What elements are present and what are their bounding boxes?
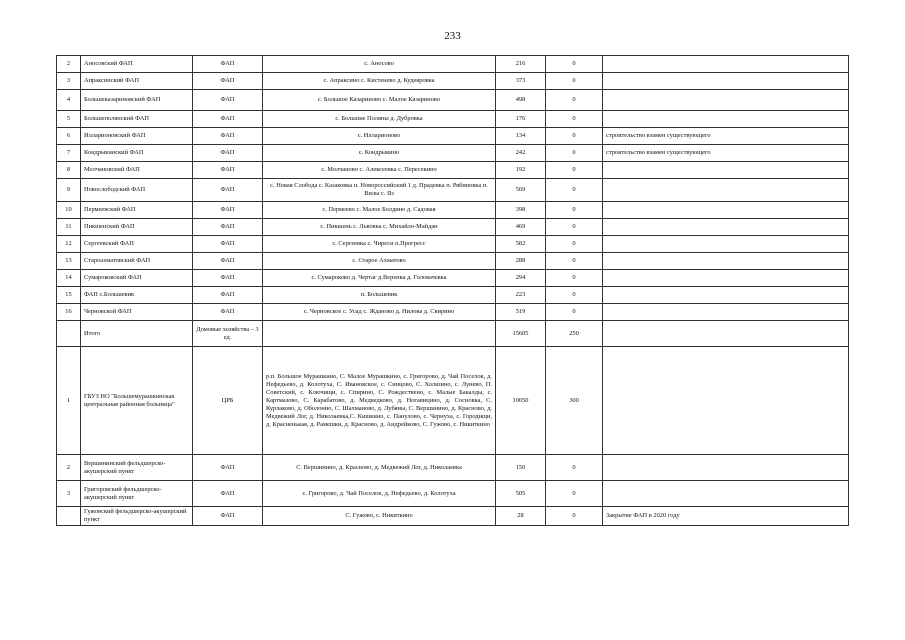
table-row xyxy=(57,179,849,202)
facility-type-cell: ФАП xyxy=(193,56,263,73)
note-cell xyxy=(603,162,849,179)
secondary-count-cell: 0 xyxy=(546,481,603,507)
settlements-served-cell: с. Большое Казариново с. Малое Казариново xyxy=(263,90,496,111)
note-cell xyxy=(603,111,849,128)
population-count-cell: 294 xyxy=(496,270,546,287)
population-count-cell: 192 xyxy=(496,162,546,179)
settlements-served-cell: р.п. Большое Мурашкино, С. Малое Мурашкино, с. Григорово, д. Чай Поселок, д. Нефедьево, д. Колотуха, С. Ивановское, с. Синцово, С. Холязино, с. Лунево, П. Советский, с. Ключищи, с. Спирино, С. Рождествено, с. Малые Бакалды, с. Картмазово, С. Карабатово, д. Медведково, д. Ногавицино, д. Сосновка, С. Курлаково, д. Оболонно, С. Шахманово, д. Лубяны, С. Вершинино, д. Красново, д. Медвежий Лог, д. Николаевка,С. Кишкино, с. Панулово, с. Чернуха, с. Городищи, д. Красненькая, д. Рамешки, д. Красново, д. Андрейково, С. Гужово, с. Никиткино xyxy=(263,347,496,455)
facility-name-cell: Илларионовский ФАП xyxy=(81,128,193,145)
row-number-cell: 5 xyxy=(57,111,81,128)
note-cell xyxy=(603,481,849,507)
row-number-cell xyxy=(57,507,81,526)
population-count-cell: 373 xyxy=(496,73,546,90)
row-number-cell: 3 xyxy=(57,481,81,507)
population-count-cell: 150 xyxy=(496,455,546,481)
settlements-served-cell: с. Апраксино с. Кистенево д. Кудеяровка xyxy=(263,73,496,90)
secondary-count-cell: 0 xyxy=(546,128,603,145)
note-cell: строительство взамен существующего xyxy=(603,128,849,145)
settlements-served-cell: с. Большие Поляны д. Дубровка xyxy=(263,111,496,128)
population-count-cell: 519 xyxy=(496,304,546,321)
population-count-cell: 10050 xyxy=(496,347,546,455)
row-number-cell: 11 xyxy=(57,219,81,236)
settlements-served-cell: с. Кондрыкино xyxy=(263,145,496,162)
facility-type-cell: ЦРБ xyxy=(193,347,263,455)
note-cell: Закрытие ФАП в 2020 году xyxy=(603,507,849,526)
table-row xyxy=(57,287,849,304)
facility-name-cell: Староахматовский ФАП xyxy=(81,253,193,270)
table-row xyxy=(57,145,849,162)
table-row xyxy=(57,128,849,145)
note-cell xyxy=(603,253,849,270)
table-row xyxy=(57,162,849,179)
facility-type-cell: ФАП xyxy=(193,73,263,90)
facility-table xyxy=(56,55,849,526)
settlements-served-cell: п. Большевик xyxy=(263,287,496,304)
total-label: Итого xyxy=(81,321,193,347)
facility-type-cell: ФАП xyxy=(193,270,263,287)
row-number-cell: 15 xyxy=(57,287,81,304)
facility-type-cell: ФАП xyxy=(193,145,263,162)
row-number-cell: 13 xyxy=(57,253,81,270)
note-cell xyxy=(603,287,849,304)
page-number: 233 xyxy=(444,30,461,42)
total-population: 15605 xyxy=(496,321,546,347)
row-number-cell: 2 xyxy=(57,455,81,481)
row-number-cell: 16 xyxy=(57,304,81,321)
facility-type-cell: ФАП xyxy=(193,481,263,507)
settlements-served-cell: с. Старое Ахматово xyxy=(263,253,496,270)
settlements-served-cell: С. Вершинино, д. Красново, д. Медвежий Лог, д. Николаевка xyxy=(263,455,496,481)
note-cell xyxy=(603,236,849,253)
total-secondary-count: 250 xyxy=(546,321,603,347)
settlements-served-cell: с. Сумароково д. Чертаг д.Веренка д. Головачевка xyxy=(263,270,496,287)
facility-name-cell: ФАП с.Большевик xyxy=(81,287,193,304)
facility-name-cell: Вершининский фельдшерско-акушерский пункт xyxy=(81,455,193,481)
facility-name-cell: Молчановский ФАП xyxy=(81,162,193,179)
row-number-cell: 14 xyxy=(57,270,81,287)
facility-type-cell: ФАП xyxy=(193,304,263,321)
table-row xyxy=(57,219,849,236)
population-count-cell: 176 xyxy=(496,111,546,128)
population-count-cell: 223 xyxy=(496,287,546,304)
row-number-cell: 2 xyxy=(57,56,81,73)
note-cell xyxy=(603,56,849,73)
population-count-cell: 134 xyxy=(496,128,546,145)
population-count-cell: 569 xyxy=(496,179,546,202)
facility-type-cell: ФАП xyxy=(193,253,263,270)
table-row xyxy=(57,270,849,287)
secondary-count-cell: 0 xyxy=(546,507,603,526)
settlements-served-cell: с. Аносово xyxy=(263,56,496,73)
note-cell xyxy=(603,270,849,287)
population-count-cell: 498 xyxy=(496,90,546,111)
secondary-count-cell: 0 xyxy=(546,90,603,111)
population-count-cell: 398 xyxy=(496,202,546,219)
secondary-count-cell: 0 xyxy=(546,111,603,128)
row-number-cell: 6 xyxy=(57,128,81,145)
settlements-served-cell: С. Гужово, с. Никиткино xyxy=(263,507,496,526)
facility-type-cell: ФАП xyxy=(193,179,263,202)
facility-name-cell: ГБУЗ НО "Большемурашкинская центральная районная больница" xyxy=(81,347,193,455)
population-count-cell: 505 xyxy=(496,481,546,507)
table-row xyxy=(57,236,849,253)
row-number-cell: 1 xyxy=(57,347,81,455)
facility-type-cell: ФАП xyxy=(193,455,263,481)
table-row xyxy=(57,507,849,526)
facility-type-cell: ФАП xyxy=(193,128,263,145)
population-count-cell: 216 xyxy=(496,56,546,73)
settlements-served-cell: с. Григорово, д. Чай Поселок, д. Нефедьево, д. Колотуха xyxy=(263,481,496,507)
row-number-cell: 12 xyxy=(57,236,81,253)
row-number-cell: 7 xyxy=(57,145,81,162)
table-row xyxy=(57,111,849,128)
facility-name-cell: Большеполянский ФАП xyxy=(81,111,193,128)
facility-type-cell: ФАП xyxy=(193,162,263,179)
facility-type-cell: ФАП xyxy=(193,507,263,526)
secondary-count-cell: 0 xyxy=(546,179,603,202)
settlements-served-cell: с. Сергеевка с. Чиреси п.Прогресс xyxy=(263,236,496,253)
row-number-cell: 4 xyxy=(57,90,81,111)
row-number-cell xyxy=(57,321,81,347)
facility-name-cell: Пикшенский ФАП xyxy=(81,219,193,236)
facility-name-cell: Сумароковский ФАП xyxy=(81,270,193,287)
settlements-served-cell xyxy=(263,321,496,347)
secondary-count-cell: 0 xyxy=(546,287,603,304)
population-count-cell: 582 xyxy=(496,236,546,253)
secondary-count-cell: 0 xyxy=(546,253,603,270)
facility-name-cell: Гужовский фельдшерско-акушерский пункт xyxy=(81,507,193,526)
settlements-served-cell: с. Черновское с. Усад с. Жданово д. Нилова д. Свирино xyxy=(263,304,496,321)
facility-name-cell: Пермеевский ФАП xyxy=(81,202,193,219)
settlements-served-cell: с. Пермеево с. Малое Болдино д. Садовая xyxy=(263,202,496,219)
total-households: Домовые хозяйства – 3 ед. xyxy=(193,321,263,347)
population-count-cell: 242 xyxy=(496,145,546,162)
note-cell xyxy=(603,179,849,202)
settlements-served-cell: с. Пикшень с. Львовка с. Михайло-Майдан xyxy=(263,219,496,236)
facility-name-cell: Большеказариновский ФАП xyxy=(81,90,193,111)
facility-name-cell: Кондрыкинский ФАП xyxy=(81,145,193,162)
facility-type-cell: ФАП xyxy=(193,90,263,111)
note-cell xyxy=(603,455,849,481)
secondary-count-cell: 300 xyxy=(546,347,603,455)
facility-type-cell: ФАП xyxy=(193,287,263,304)
facility-type-cell: ФАП xyxy=(193,236,263,253)
facility-name-cell: Аносовский ФАП xyxy=(81,56,193,73)
note-cell xyxy=(603,321,849,347)
population-count-cell: 469 xyxy=(496,219,546,236)
note-cell xyxy=(603,73,849,90)
facility-name-cell: Черновской ФАП xyxy=(81,304,193,321)
settlements-served-cell: с. Новая Слобода с. Казаковка п. Новороссийский 1 д. Прадевка п. Рябиновка п. Вилы с. Яз xyxy=(263,179,496,202)
secondary-count-cell: 0 xyxy=(546,145,603,162)
table-row xyxy=(57,304,849,321)
facility-name-cell: Апраксинский ФАП xyxy=(81,73,193,90)
population-count-cell: 288 xyxy=(496,253,546,270)
total-row xyxy=(57,321,849,347)
row-number-cell: 10 xyxy=(57,202,81,219)
table-row xyxy=(57,347,849,455)
note-cell xyxy=(603,347,849,455)
facility-name-cell: Сергеевский ФАП xyxy=(81,236,193,253)
row-number-cell: 3 xyxy=(57,73,81,90)
facility-name-cell: Григоровский фельдшерско-акушерский пункт xyxy=(81,481,193,507)
table-row xyxy=(57,90,849,111)
note-cell xyxy=(603,90,849,111)
settlements-served-cell: с. Илларионово xyxy=(263,128,496,145)
secondary-count-cell: 0 xyxy=(546,304,603,321)
note-cell: строительство взамен существующего xyxy=(603,145,849,162)
table-row xyxy=(57,455,849,481)
secondary-count-cell: 0 xyxy=(546,455,603,481)
secondary-count-cell: 0 xyxy=(546,73,603,90)
facility-type-cell: ФАП xyxy=(193,111,263,128)
row-number-cell: 9 xyxy=(57,179,81,202)
facility-type-cell: ФАП xyxy=(193,219,263,236)
facility-type-cell: ФАП xyxy=(193,202,263,219)
settlements-served-cell: с. Молчаново с. Алексеевка с. Пересекино xyxy=(263,162,496,179)
secondary-count-cell: 0 xyxy=(546,236,603,253)
note-cell xyxy=(603,219,849,236)
secondary-count-cell: 0 xyxy=(546,162,603,179)
secondary-count-cell: 0 xyxy=(546,270,603,287)
secondary-count-cell: 0 xyxy=(546,219,603,236)
table-row xyxy=(57,202,849,219)
secondary-count-cell: 0 xyxy=(546,56,603,73)
table-row xyxy=(57,56,849,73)
row-number-cell: 8 xyxy=(57,162,81,179)
secondary-count-cell: 0 xyxy=(546,202,603,219)
population-count-cell: 28 xyxy=(496,507,546,526)
table-row xyxy=(57,253,849,270)
facility-name-cell: Новослободский ФАП xyxy=(81,179,193,202)
note-cell xyxy=(603,202,849,219)
table-row xyxy=(57,73,849,90)
note-cell xyxy=(603,304,849,321)
table-row xyxy=(57,481,849,507)
